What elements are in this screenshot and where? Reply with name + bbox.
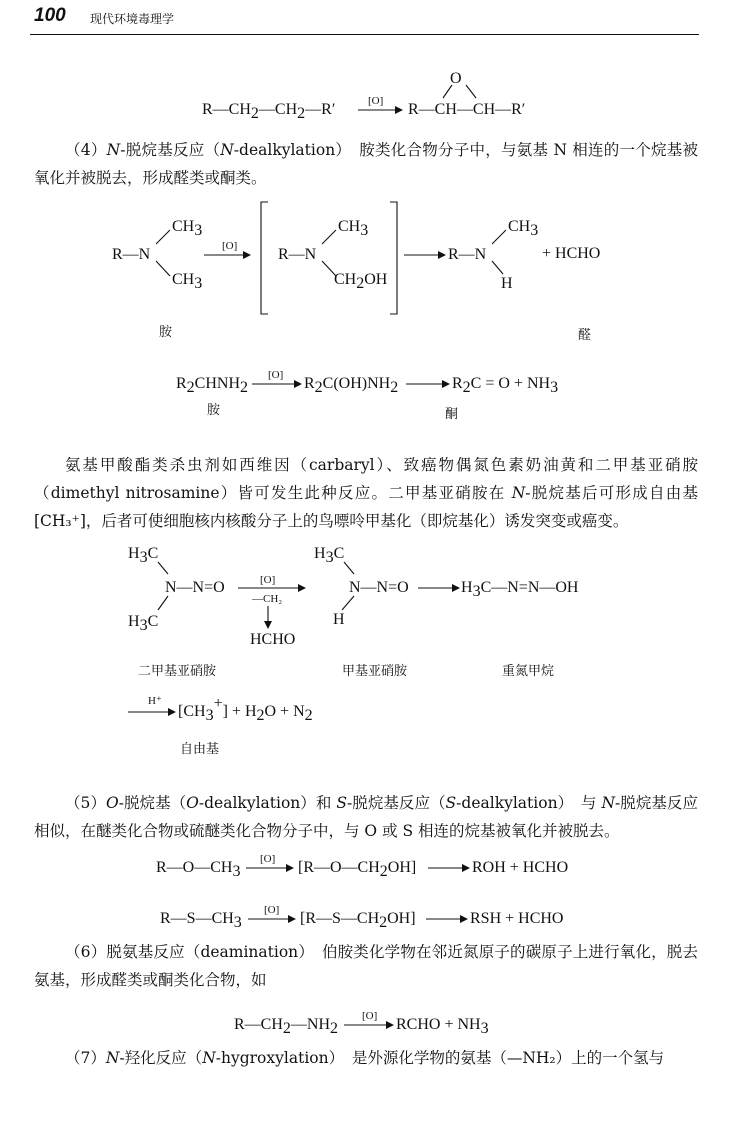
- paragraph-deamination: （6）脱氨基反应（deamination） 伯胺类化学物在邻近氮原子的碳原子上进行氧化，脱去氨基，形成醛类或酮类化合物，如: [34, 943, 698, 989]
- paragraph-n-dealkylation: （4）N-脱烷基反应（N-dealkylation） 胺类化合物分子中，与氨基 N 相连的一个烷基被氧化并被脱去，形成醛类或酮类。: [34, 141, 698, 187]
- svg-text:RSH + HCHO: RSH + HCHO: [470, 910, 564, 927]
- svg-text:[CH3+] + H2O + N2: [CH3+] + H2O + N2: [178, 695, 313, 724]
- paragraph-carbaryl: 氨基甲酸酯类杀虫剂如西维因（carbaryl）、致癌物偶氮色素奶油黄和二甲基亚硝胺（dimethyl nitrosamine）皆可发生此种反应。二甲基亚硝胺在 N-脱烷基后可形成自由基[CH₃⁺]，后者可使细胞核内核酸分子上的鸟嘌呤甲基化（即烷基化）诱发突变或癌变。: [34, 456, 698, 530]
- label-ketone: 酮: [445, 407, 459, 422]
- svg-text:ROH + HCHO: ROH + HCHO: [472, 859, 569, 876]
- nitrosamine-reagent: [O]: [260, 574, 276, 586]
- label-methylnitrosamine: 甲基亚硝胺: [342, 664, 408, 679]
- label-aldehyde: 醛: [578, 328, 592, 343]
- s-dealkylation-reaction: [160, 901, 600, 931]
- paragraph-n-hydroxylation: （7）N-羟化反应（N-hygroxylation） 是外源化学物的氨基（—NH₂）上的一个氢与: [65, 1049, 665, 1067]
- s-dealk-reagent: [O]: [264, 904, 280, 916]
- deamination-reaction: [234, 1007, 574, 1037]
- svg-text:R—CH2—CH2—R′: R—CH2—CH2—R′: [202, 101, 336, 122]
- svg-text:N—N=O: N—N=O: [349, 579, 409, 596]
- deamination-reagent: [O]: [362, 1010, 378, 1022]
- svg-text:H: H: [501, 275, 513, 292]
- svg-text:H3C: H3C: [128, 545, 159, 566]
- svg-text:H3C: H3C: [128, 613, 159, 634]
- svg-text:CH2OH: CH2OH: [334, 271, 388, 292]
- amine-ketone-reagent: [O]: [268, 369, 284, 381]
- epoxidation-reagent: [O]: [368, 95, 384, 107]
- svg-text:R2C = O + NH3: R2C = O + NH3: [452, 375, 559, 396]
- svg-text:R2C(OH)NH2: R2C(OH)NH2: [304, 375, 399, 396]
- n-dealk-reagent: [O]: [222, 240, 238, 252]
- svg-text:R—O—CH3: R—O—CH3: [156, 859, 241, 880]
- svg-text:R—N: R—N: [448, 246, 487, 263]
- o-dealkylation-reaction: [156, 850, 596, 880]
- svg-text:H3C—N=N—OH: H3C—N=N—OH: [461, 579, 579, 600]
- nitrosamine-scheme: [128, 540, 598, 650]
- svg-text:N—N=O: N—N=O: [165, 579, 225, 596]
- label-amine: 胺: [159, 325, 173, 340]
- svg-text:CH3: CH3: [172, 271, 203, 292]
- epoxidation-reaction: [190, 66, 550, 124]
- nitrosamine-hcho: HCHO: [250, 631, 296, 648]
- nitrosamine-eliminated: —CH₂: [252, 593, 283, 605]
- label-diazomethane: 重氮甲烷: [502, 664, 555, 679]
- svg-text:O: O: [450, 70, 462, 87]
- svg-text:CH3: CH3: [338, 218, 369, 239]
- radical-formation: [128, 694, 368, 728]
- header-rule: [30, 34, 699, 35]
- svg-text:R—CH—CH—R′: R—CH—CH—R′: [408, 101, 526, 118]
- svg-text:R—CH2—NH2: R—CH2—NH2: [234, 1016, 339, 1037]
- page-number: 100: [34, 5, 66, 26]
- radical-proton: H⁺: [148, 695, 162, 707]
- svg-text:R—S—CH3: R—S—CH3: [160, 910, 242, 931]
- n-dealkylation-scheme: [112, 196, 632, 326]
- o-dealk-reagent: [O]: [260, 853, 276, 865]
- n-dealk-byproduct: + HCHO: [542, 245, 601, 262]
- svg-text:R2CHNH2: R2CHNH2: [176, 375, 249, 396]
- svg-text:CH3: CH3: [508, 218, 539, 239]
- svg-text:R—N: R—N: [112, 246, 151, 263]
- label-dimethylnitrosamine: 二甲基亚硝胺: [138, 664, 217, 679]
- running-head-title: 现代环境毒理学: [90, 12, 175, 26]
- svg-text:H3C: H3C: [314, 545, 345, 566]
- label-free-radical: 自由基: [180, 742, 220, 757]
- paragraph-o-s-dealkylation: （5）O-脱烷基（O-dealkylation）和 S-脱烷基反应（S-dealkylation） 与 N-脱烷基反应相似，在醚类化合物或硫醚类化合物分子中，与 O 或 S 相连的烷基被氧化并被脱去。: [34, 794, 698, 840]
- svg-text:R—N: R—N: [278, 246, 317, 263]
- svg-text:CH3: CH3: [172, 218, 203, 239]
- svg-text:[R—S—CH2OH]: [R—S—CH2OH]: [300, 910, 416, 931]
- label-amine-2: 胺: [207, 403, 221, 418]
- amine-ketone-reaction: [176, 368, 576, 398]
- svg-text:RCHO + NH3: RCHO + NH3: [396, 1016, 489, 1037]
- svg-text:H: H: [333, 611, 345, 628]
- svg-text:[R—O—CH2OH]: [R—O—CH2OH]: [298, 859, 417, 880]
